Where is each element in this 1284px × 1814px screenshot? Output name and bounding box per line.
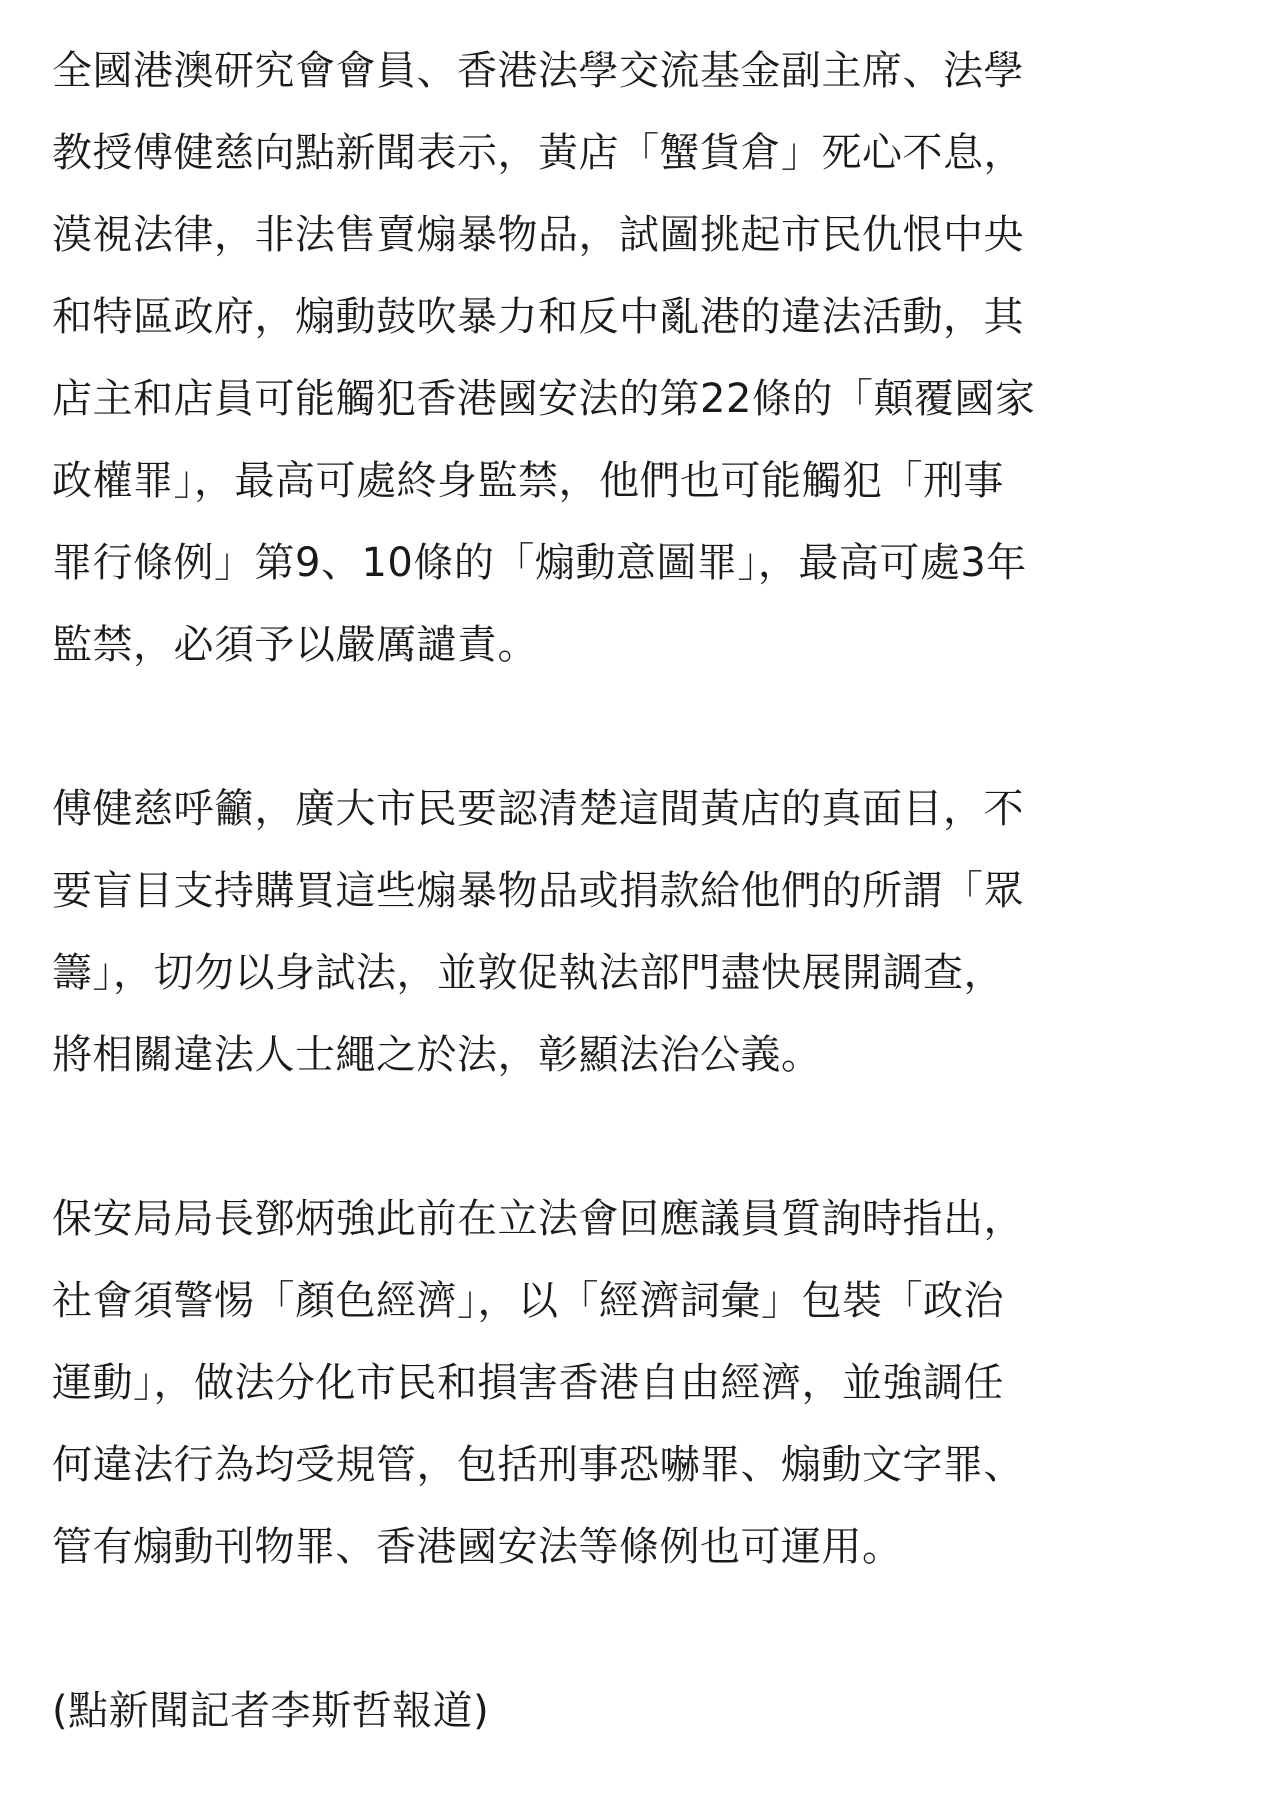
paragraph-fu-kin-chi-statement: 全國港澳研究會會員、香港法學交流基金副主席、法學 教授傅健慈向點新聞表示，黃店「蟹貨倉」死心不息， 漠視法律，非法售賣煽暴物品，試圖挑起市民仇恨中央 和特區政府，煽動鼓吹暴力和反中亂港的違法活動，其 店主和店員可能觸犯香港國安法的第22條的「顛覆國家 政權罪」，最高可處終身監禁，他們也可能觸犯「刑事 罪行條例」第9、10條的「煽動意圖罪」，最高可處3年 監禁，必須予以嚴厲譴責。 [52, 48, 1036, 668]
paragraph-gap [52, 686, 1232, 768]
paragraph-security-bureau: 保安局局長鄧炳強此前在立法會回應議員質詢時指出， 社會須警惕「顏色經濟」，以「經濟詞彙」包裝「政治 運動」，做法分化市民和損害香港自由經濟，並強調任 何違法行為均受規管，包括刑事恐嚇罪、煽動文字罪、 管有煽動刊物罪、香港國安法等條例也可運用。 [52, 1196, 1024, 1570]
reporter-byline: (點新聞記者李斯哲報道) [52, 1688, 490, 1734]
paragraph-gap [52, 1588, 1232, 1670]
paragraph-gap [52, 1096, 1232, 1178]
paragraph-fu-kin-chi-appeal: 傅健慈呼籲，廣大市民要認清楚這間黃店的真面目，不 要盲目支持購買這些煽暴物品或捐款給他們的所謂「眾 籌」，切勿以身試法，並敦促執法部門盡快展開調查， 將相關違法人士繩之於法，彰顯法治公義。 [52, 786, 1024, 1078]
article-body [52, 30, 1232, 1752]
